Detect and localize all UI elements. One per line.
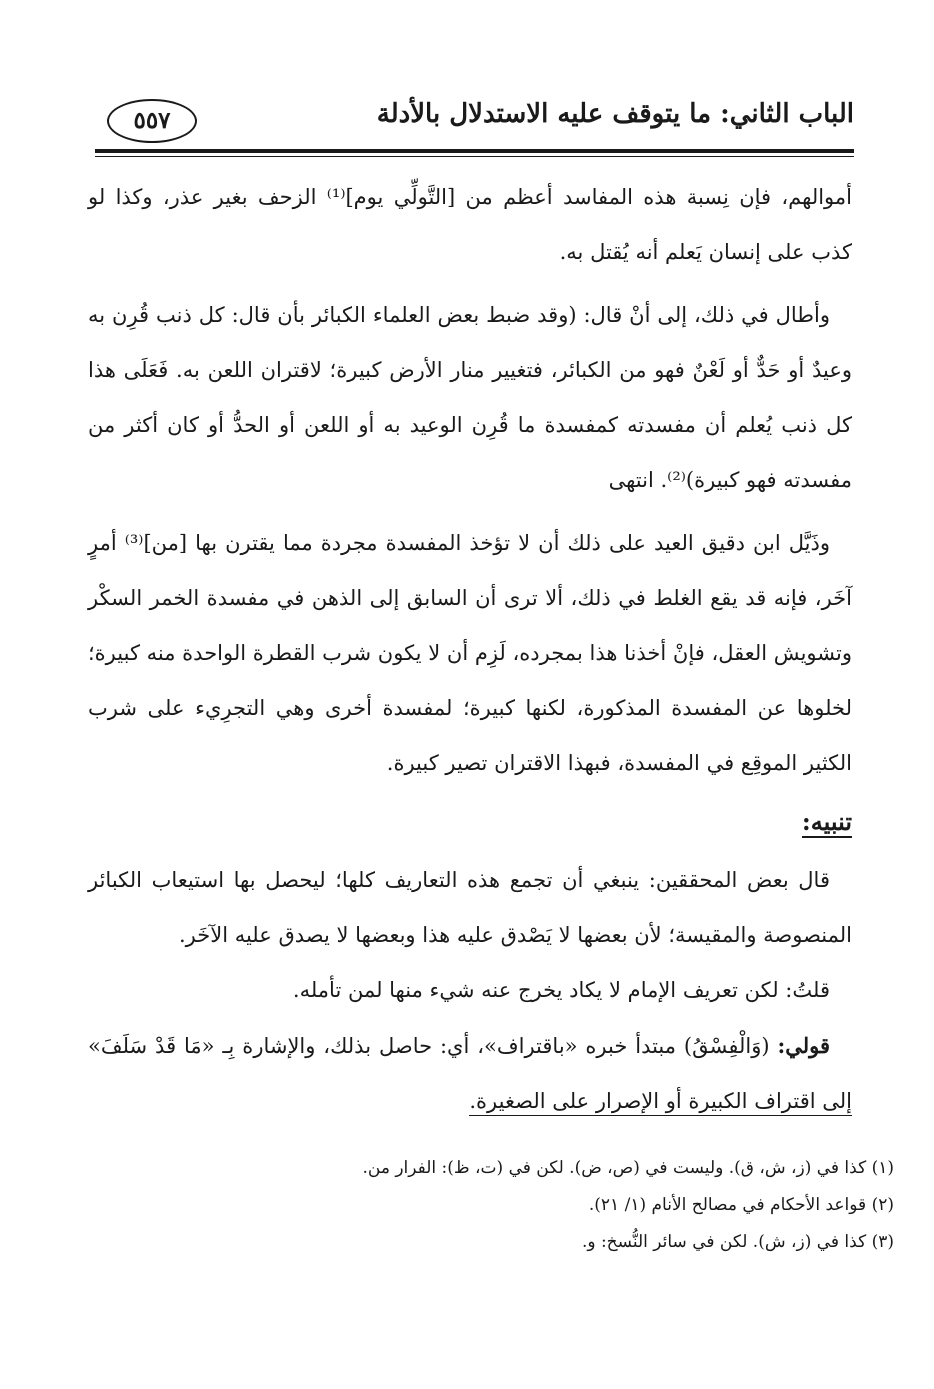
footnote-1: (١) كذا في (ز، ش، ق). وليست في (ص، ض). لكن في (ت، ظ): الفرار من. [362,1158,894,1178]
page-number: ٥٥٧ [107,99,197,143]
paragraph-1: أموالهم، فإن نِسبة هذه المفاسد أعظم من [التَّولِّي يوم]⁽¹⁾ الزحف بغير عذر، وكذا لو كذب على إنسان يَعلم أنه يُقتل به. [88,185,852,264]
paragraph-6-text: (وَالْفِسْقُ) مبتدأ خبره «باقتراف»، أي: حاصل بذلك، والإشارة بِـ «مَا قَدْ سَلَفَ» [88,1034,778,1058]
note-heading-text: تنبيه: [801,807,852,836]
commentary-marker: قولي: [777,1033,830,1058]
chapter-title: الباب الثاني: ما يتوقف عليه الاستدلال بالأدلة [376,99,854,129]
header-rule-thick [95,149,854,153]
header-rule-thin [95,156,854,157]
page-body [88,170,852,1129]
note-heading [88,797,852,847]
paragraph-6 [88,1018,852,1129]
paragraph-2: وأطال في ذلك، إلى أنْ قال: (وقد ضبط بعض العلماء الكبائر بأن قال: كل ذنب قُرِن به وعيدٌ أو حَدٌّ أو لَعْنٌ فهو من الكبائر، فتغيير منار الأرض كبيرة؛ لاقتران اللعن به. فَعَلَى هذا كل ذنب يُعلم أن مفسدته كمفسدة ما قُرِن الوعيد به أو اللعن أو الحدُّ أو كان أكثر من مفسدته فهو كبيرة)⁽²⁾. انتهى [88,303,852,492]
paragraph-5: قلتُ: لكن تعريف الإمام لا يكاد يخرج عنه شيء منها لمن تأمله. [292,978,830,1002]
footnote-2: (٢) قواعد الأحكام في مصالح الأنام (١/ ٢١). [588,1195,894,1215]
paragraph-6-underlined: إلى اقتراف الكبيرة أو الإصرار على الصغيرة. [469,1089,852,1116]
page-header [95,95,854,145]
paragraph-3: وذَيَّل ابن دقيق العيد على ذلك أن لا تؤخذ المفسدة مجردة مما يقترن بها [من]⁽³⁾ أمرٍ آخَر، فإنه قد يقع الغلط في ذلك، ألا ترى أن السابق إلى الذهن في مفسدة الخمر السكْر وتشويش العقل، فإنْ أخذنا هذا بمجرده، لَزِم أن لا يكون شرب القطرة الواحدة منه كبيرة؛ لخلوها عن المفسدة المذكورة، لكنها كبيرة؛ لمفسدة أخرى وهي التجرِيء على شرب الكثير الموقِع في المفسدة، فبهذا الاقتران تصير كبيرة. [88,531,852,775]
footnote-3: (٣) كذا في (ز، ش). لكن في سائر النُّسخ: و. [581,1232,894,1252]
paragraph-4: قال بعض المحققين: ينبغي أن تجمع هذه التعاريف كلها؛ ليحصل بها استيعاب الكبائر المنصوصة والمقيسة؛ لأن بعضها لا يَصْدق عليه هذا وبعضها لا يصدق عليه الآخَر. [88,868,852,947]
footnotes [60,1150,894,1261]
